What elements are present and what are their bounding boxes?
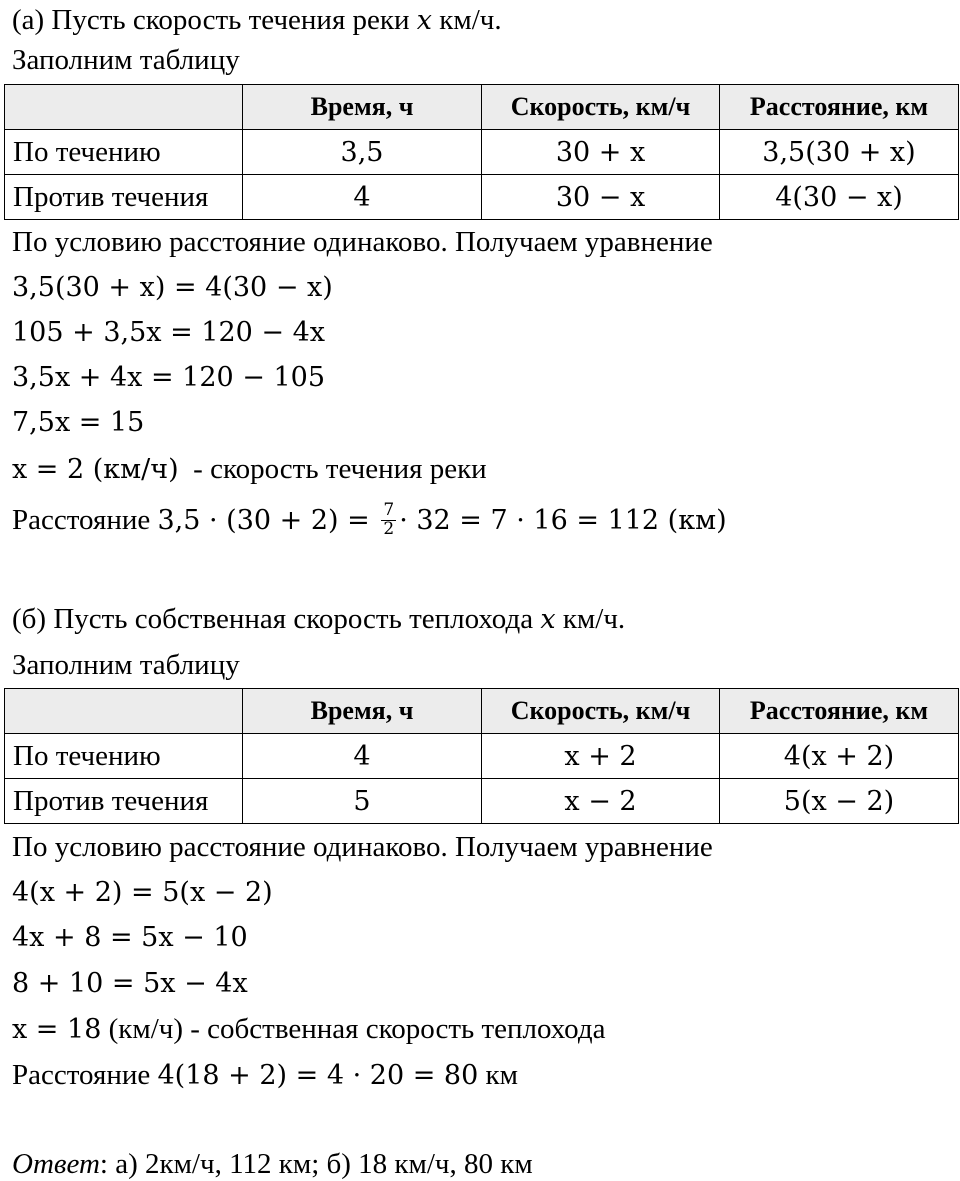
part-a-distance — [12, 500, 727, 541]
table-cell: 4 — [243, 175, 482, 220]
table-header-row — [5, 85, 959, 130]
part-b-distance-expr: 4(18 + 2) = 4 · 20 = 80 — [157, 1060, 479, 1091]
table-row — [5, 130, 959, 175]
table-row — [5, 779, 959, 824]
part-b-equation: 4x + 8 = 5x − 10 — [12, 922, 248, 953]
table-row-label: По течению — [5, 130, 243, 175]
table-header-cell: Скорость, км/ч — [482, 689, 720, 734]
table-cell: x + 2 — [482, 734, 720, 779]
part-a-table — [4, 84, 959, 220]
part-a-intro-var: x — [416, 5, 433, 36]
part-a-equation: 7,5x = 15 — [12, 407, 145, 438]
table-row-label: По течению — [5, 734, 243, 779]
part-a-intro-prefix: (а) Пусть скорость течения реки — [12, 4, 417, 36]
part-a-fraction — [381, 502, 396, 539]
part-a-result-text: - скорость течения реки — [178, 453, 487, 485]
part-b-intro-var: x — [540, 604, 556, 635]
table-header-row — [5, 689, 959, 734]
table-row-label: Против течения — [5, 175, 243, 220]
table-header-cell — [5, 85, 243, 130]
part-b-distance — [12, 1061, 518, 1090]
part-b-result-text: (км/ч) - собственная скорость теплохода — [101, 1013, 606, 1045]
part-a-equation: 3,5(30 + x) = 4(30 − x) — [12, 272, 333, 303]
answer-label: Ответ — [12, 1148, 100, 1180]
part-a-distance-expr-rest: · 32 = 7 · 16 = 112 (км) — [399, 505, 727, 536]
table-cell: 3,5 — [243, 130, 482, 175]
part-a-condition: По условию расстояние одинаково. Получаем уравнение — [12, 226, 713, 258]
part-a-equation: 3,5x + 4x = 120 − 105 — [12, 362, 326, 393]
table-row — [5, 734, 959, 779]
part-a-distance-label: Расстояние — [12, 504, 158, 536]
part-b-intro-suffix: км/ч. — [555, 603, 626, 635]
part-a-fill-table: Заполним таблицу — [12, 44, 240, 76]
part-b-intro — [12, 605, 625, 634]
part-b-result — [12, 1015, 605, 1044]
part-b-intro-prefix: (б) Пусть собственная скорость теплохода — [12, 603, 541, 635]
table-cell: 30 − x — [482, 175, 720, 220]
table-cell: 3,5(30 + x) — [720, 130, 959, 175]
part-a-equation: 105 + 3,5x = 120 − 4x — [12, 317, 326, 348]
table-header-cell — [5, 689, 243, 734]
table-cell: 4(x + 2) — [720, 734, 959, 779]
part-b-equation: 4(x + 2) = 5(x − 2) — [12, 877, 273, 908]
table-cell: x − 2 — [482, 779, 720, 824]
answer-line — [12, 1150, 533, 1179]
part-b-equation: 8 + 10 = 5x − 4x — [12, 968, 248, 999]
part-a-intro — [12, 6, 502, 35]
table-cell: 30 + x — [482, 130, 720, 175]
table-cell: 5(x − 2) — [720, 779, 959, 824]
table-header-cell: Расстояние, км — [720, 689, 959, 734]
table-row-label: Против течения — [5, 779, 243, 824]
part-a-distance-expr: 3,5 · (30 + 2) = — [157, 505, 379, 536]
table-row — [5, 175, 959, 220]
part-a-result — [12, 455, 487, 484]
part-b-table — [4, 688, 959, 824]
part-a-intro-suffix: км/ч. — [432, 4, 502, 36]
table-header-cell: Время, ч — [243, 85, 482, 130]
part-b-distance-unit: км — [478, 1059, 518, 1091]
fraction-numerator: 7 — [383, 500, 395, 520]
table-cell: 4(30 − x) — [720, 175, 959, 220]
part-a-result-math: x = 2 (км/ч) — [12, 454, 179, 485]
table-header-cell: Расстояние, км — [720, 85, 959, 130]
part-b-fill-table: Заполним таблицу — [12, 649, 240, 681]
part-b-distance-label: Расстояние — [12, 1059, 158, 1091]
answer-text: : а) 2км/ч, 112 км; б) 18 км/ч, 80 км — [99, 1148, 533, 1180]
table-cell: 4 — [243, 734, 482, 779]
part-b-result-math: x = 18 — [12, 1014, 102, 1045]
part-b-condition: По условию расстояние одинаково. Получаем уравнение — [12, 831, 713, 863]
table-cell: 5 — [243, 779, 482, 824]
table-header-cell: Скорость, км/ч — [482, 85, 720, 130]
table-header-cell: Время, ч — [243, 689, 482, 734]
fraction-denominator: 2 — [383, 518, 395, 539]
